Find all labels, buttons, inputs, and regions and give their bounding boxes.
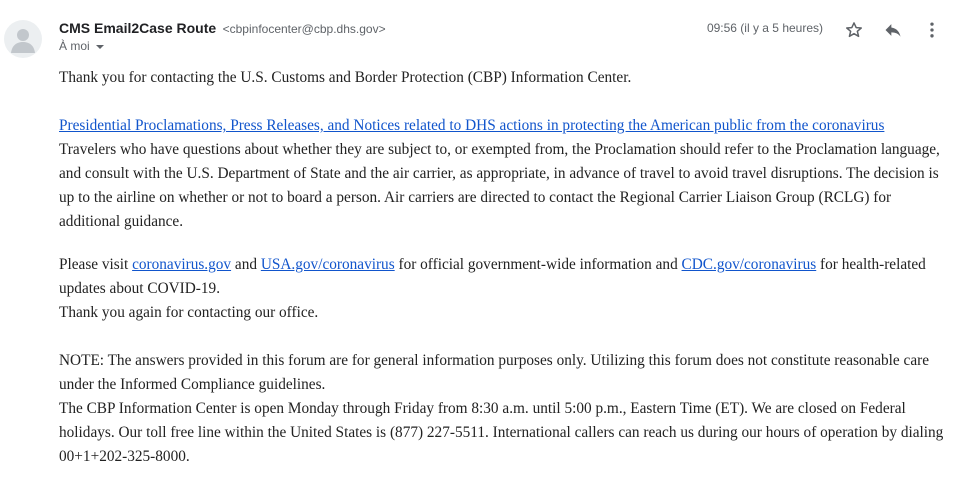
hours-text: The CBP Information Center is open Monday through Friday from 8:30 a.m. until 5:00 p.m., Eastern Time (ET). We are closed on Federal holidays. Our toll free line within the United States is (877) 227-5511. International callers can reach us during our hours of operation by dialing 00+1+202-325-8000. (59, 400, 944, 465)
sender-avatar[interactable] (4, 20, 42, 58)
more-options-button[interactable] (920, 18, 944, 42)
visit-prefix: Please visit (59, 256, 133, 273)
more-vert-icon (922, 20, 942, 40)
email-header (59, 18, 953, 58)
coronavirus-gov-link[interactable]: coronavirus.gov (132, 256, 232, 273)
travelers-text: Travelers who have questions about whether they are subject to, or exempted from, the Proclamation should refer to the Proclamation language, and consult with the U.S. Department of State and the air carrier, as appropriate, in advance of travel to avoid travel disruptions. The decision is up to the airline on whether or not to board a person. Air carriers are directed to contact the Regional Carrier Liaison Group (RCLG) for additional guidance. (59, 141, 940, 230)
visit-and: and (231, 256, 261, 273)
reply-button[interactable] (881, 18, 905, 42)
thanks-again-text: Thank you again for contacting our office. (59, 304, 319, 321)
recipient-toggle[interactable] (59, 39, 104, 53)
person-icon (4, 20, 42, 58)
timestamp[interactable]: 09:56 (il y a 5 heures) (706, 21, 823, 35)
sender-email[interactable]: <cbpinfocenter@cbp.dhs.gov> (222, 22, 386, 36)
recipient-label: À moi (59, 39, 90, 53)
reply-icon (883, 20, 903, 40)
visit-paragraph (59, 253, 949, 301)
note-text: NOTE: The answers provided in this forum are for general information purposes only. Utilizing this forum does not constitute reasonable care under the Informed Compliance guidelines. (59, 352, 929, 393)
sender-name[interactable]: CMS Email2Case Route (59, 20, 217, 36)
caret-down-icon (96, 45, 104, 49)
visit-mid: for official government-wide information and (394, 256, 682, 273)
star-icon (844, 20, 864, 40)
usa-gov-link[interactable]: USA.gov/coronavirus (260, 256, 395, 273)
visit-suffix: for health-related updates about COVID-19. (59, 256, 926, 297)
star-button[interactable] (842, 18, 866, 42)
cdc-gov-link[interactable]: CDC.gov/coronavirus (681, 256, 817, 273)
proclamation-link[interactable]: Presidential Proclamations, Press Releases, and Notices related to DHS actions in protecting the American public from the coronavirus (59, 117, 885, 134)
sender-line (59, 20, 386, 38)
email-body (59, 66, 949, 469)
greeting-text: Thank you for contacting the U.S. Customs and Border Protection (CBP) Information Center. (59, 69, 632, 86)
proclamation-paragraph (59, 114, 949, 138)
